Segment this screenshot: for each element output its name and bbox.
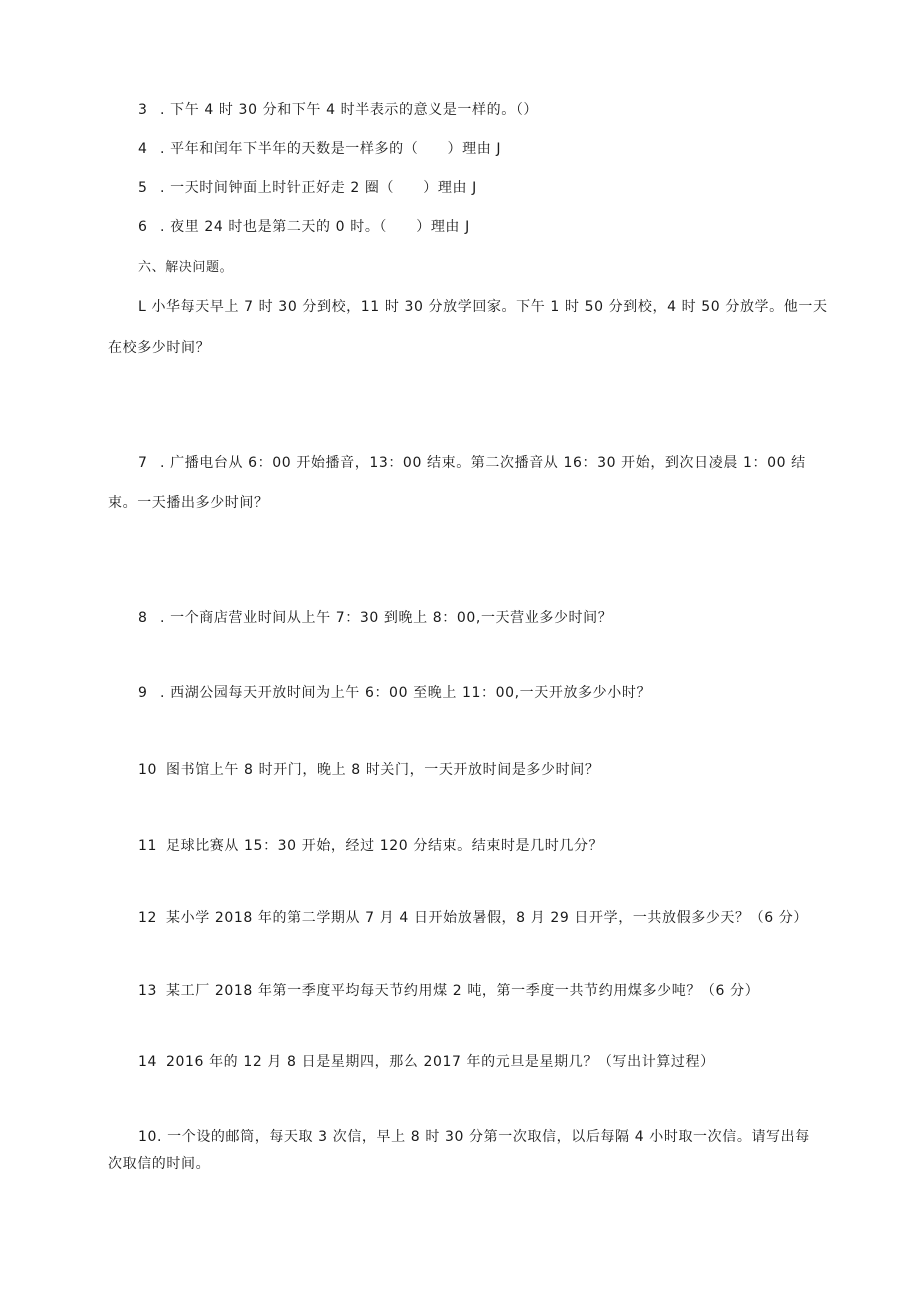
problem-number: 11 [138, 838, 158, 854]
problem-number: 8 [138, 610, 148, 626]
problem-13 [138, 981, 759, 1001]
problem-number: 14 [138, 1054, 158, 1070]
item-text: . 下午 4 时 30 分和下午 4 时半表示的意义是一样的。（） [160, 102, 539, 118]
problem-number: 12 [138, 910, 158, 926]
problem-9 [138, 683, 651, 703]
problem-number: 9 [138, 685, 148, 701]
problem-text: 某工厂 2018 年第一季度平均每天节约用煤 2 吨，第一季度一共节约用煤多少吨？（6 分） [166, 983, 760, 999]
problem-12 [138, 908, 808, 928]
problem-8 [138, 608, 612, 628]
item-text: . 平年和闰年下半年的天数是一样多的（ ）理由 J [160, 141, 502, 157]
problem-text: 2016 年的 12 月 8 日是星期四，那么 2017 年的元旦是星期几？（写出计算过程） [166, 1054, 715, 1070]
section-title: 六、解决问题。 [138, 260, 234, 275]
problem-7-line-2: 束。一天播出多少时间？ [108, 495, 269, 511]
item-text: . 一天时间钟面上时针正好走 2 圈（ ）理由 J [160, 180, 477, 196]
problem-text: . 西湖公园每天开放时间为上午 6：00 至晚上 11：00,一天开放多少小时？ [160, 685, 652, 701]
judge-item-3 [138, 100, 538, 120]
item-number: 5 [138, 180, 148, 196]
problem-text: . 一个商店营业时间从上午 7：30 到晚上 8：00,一天营业多少时间？ [160, 610, 613, 626]
problem-14 [138, 1052, 715, 1072]
judge-item-5 [138, 178, 477, 198]
problem-mailbox-line-1: 10. 一个设的邮筒，每天取 3 次信，早上 8 时 30 分第一次取信，以后每隔 4 小时取一次信。请写出每 [138, 1129, 810, 1145]
problem-11 [138, 836, 603, 856]
item-number: 6 [138, 219, 148, 235]
problem-number: 7 [138, 455, 148, 471]
problem-number: 10 [138, 762, 158, 778]
problem-10 [138, 760, 599, 780]
judge-item-4 [138, 139, 501, 159]
problem-text: . 广播电台从 6：00 开始播音，13：00 结束。第二次播音从 16：30 开始，到次日凌晨 1：00 结 [160, 455, 806, 471]
problem-text: 足球比赛从 15：30 开始，经过 120 分结束。结束时是几时几分？ [166, 838, 604, 854]
problem-1-line-2: 在校多少时间？ [108, 340, 211, 356]
problem-text: 某小学 2018 年的第二学期从 7 月 4 日开始放暑假，8 月 29 日开学，一共放假多少天？（6 分） [166, 910, 808, 926]
problem-mailbox-line-2: 次取信的时间。 [108, 1156, 211, 1172]
item-number: 4 [138, 141, 148, 157]
problem-1-line-1: L 小华每天早上 7 时 30 分到校，11 时 30 分放学回家。下午 1 时 50 分到校，4 时 50 分放学。他一天 [138, 299, 828, 315]
problem-7-line-1 [138, 453, 806, 473]
judge-item-6 [138, 217, 470, 237]
item-number: 3 [138, 102, 148, 118]
problem-text: 图书馆上午 8 时开门，晚上 8 时关门，一天开放时间是多少时间？ [166, 762, 600, 778]
item-text: . 夜里 24 时也是第二天的 0 时。（ ）理由 J [160, 219, 470, 235]
problem-number: 13 [138, 983, 158, 999]
